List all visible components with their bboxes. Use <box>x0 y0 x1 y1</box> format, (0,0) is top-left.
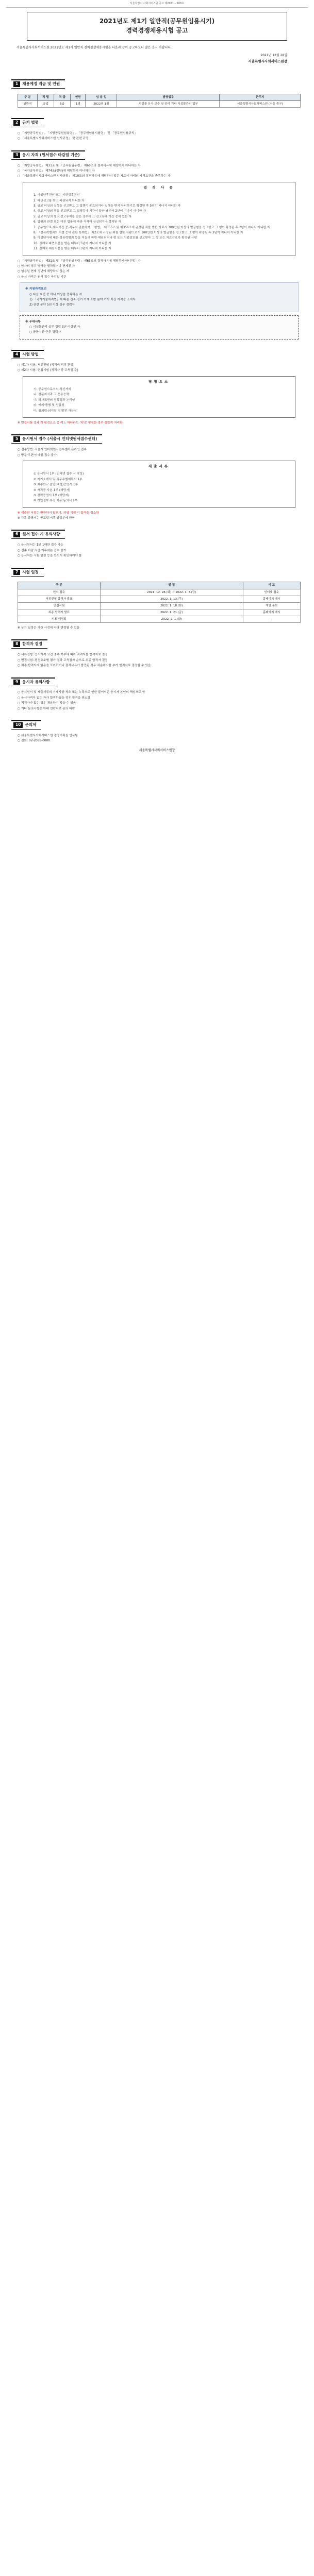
section-number: 7 <box>13 570 20 575</box>
column-header: 담당업무 <box>117 94 220 100</box>
section-title: 합격자 결정 <box>22 641 43 647</box>
documents-note: ※ 제출된 서류는 반환하지 않으며, 허위 기재 시 합격을 취소함 <box>18 511 99 515</box>
table-row <box>18 596 301 602</box>
list-item: ○ 임용일 현재 정년에 해당하지 않는 자 <box>18 270 70 274</box>
list-item: 가. 공무원으로서의 정신자세 <box>34 387 71 391</box>
box-title: 결 격 사 유 <box>143 185 175 190</box>
list-item: ○ 응시원서 및 제출서류의 기재사항 착오 또는 누락으로 인한 불이익은 응시자 본인의 책임으로 함 <box>18 691 145 694</box>
list-item: ○ 서울특별시사회서비스원 경영기획실 인사팀 <box>18 734 78 737</box>
list-item: ○ 「지방공무원법」 제31조 및 「공무원임용령」 제65조의 결격사유에 해당하지 아니하는 자 <box>18 259 141 263</box>
table-cell: 시설물 유지·보수 및 관리 기타 시설물관리 업무 <box>117 101 220 108</box>
top-line: 서울특별시 사회서비스원 공고 제2021 – 168호 <box>6 0 308 8</box>
list-item: ○ 「서울특별시사회서비스원 인사규정」 제10조의 결격사유에 해당하지 않은 자로서 아래의 자격요건을 충족하는 자 <box>18 175 171 178</box>
list-item: ② 자기소개서 및 직무수행계획서 1부 <box>34 478 82 481</box>
section-title: 문의처 <box>25 722 37 727</box>
table-cell: 2021. 12. 28.(화) ~ 2022. 1. 7.(금) <box>100 589 243 596</box>
column-header: 직 렬 <box>37 94 54 100</box>
column-header: 비 고 <box>243 582 300 589</box>
section-title: 응시원서 접수 (서울시 인터넷원서접수센터) <box>22 436 97 442</box>
documents-note: ※ 각종 증명서는 공고일 이후 발급분에 한함 <box>18 517 75 520</box>
list-item: 1) 「국가기술자격법」에 따른 건축·전기·기계·소방 분야 기사 이상 자격증 소지자 <box>29 298 136 301</box>
title-line-2: 경력경쟁채용시험 공고 <box>126 27 188 35</box>
section-7-heading <box>11 568 44 577</box>
list-item: ○ 시설물관리 실무 경력 3년 이상인 자 <box>29 326 80 329</box>
section-number: 8 <box>13 641 20 647</box>
notice-page <box>6 0 308 753</box>
section-6-heading <box>11 530 65 539</box>
list-item: ○ 「국가공무원법」 제74조(정년)에 해당하지 아니하는 자 <box>18 170 95 173</box>
list-item: ○ 접수방법: 서울시 인터넷원서접수센터 온라인 접수 <box>18 448 87 452</box>
list-item: 3. 금고 이상의 실형을 선고받고 그 집행이 종료되거나 집행을 받지 아니하기로 확정된 후 5년이 지나지 아니한 자 <box>34 205 181 208</box>
list-item: ○ 응시 자격은 원서 접수 마감일 기준 <box>18 275 67 279</box>
list-item: ○ 서류전형: 응시자격 요건 충족 여부에 따라 적격자를 합격자로 결정 <box>18 653 108 657</box>
section-1-heading <box>11 79 65 89</box>
table-cell: 홈페이지 게시 <box>243 596 300 602</box>
requirements-title: ※ 지원자격요건 <box>25 287 47 291</box>
schedule-table <box>18 582 301 623</box>
section-title: 시험 방법 <box>22 351 39 357</box>
column-header: 구 분 <box>18 94 38 100</box>
table-cell: 2022. 1. 18.(화) <box>100 602 243 609</box>
table-cell: 5급 <box>54 101 71 108</box>
list-item: ○ 최종 합격자가 임용을 포기하거나 결격사유가 발견된 경우 차순위자를 추가 합격자로 결정할 수 있음 <box>18 664 151 668</box>
list-item: ○ 「지방공무원법」, 「지방공무원임용령」, 「공무원임용시험령」 및 「공무원임용규칙」 <box>18 132 138 135</box>
table-cell: 일반직 <box>18 101 38 108</box>
table-cell: 2022년 1월 <box>86 101 117 108</box>
column-header: 근무지 <box>220 94 301 100</box>
list-item: ○ 전화: 02-2088-0000 <box>18 739 50 743</box>
table-cell: 2022. 1. 13.(목) <box>100 596 243 602</box>
list-item: ○ 접수 마감 시간 이후에는 접수 불가 <box>18 549 67 552</box>
list-item: ○ 「지방공무원법」 제31조 및 「공무원임용령」 제65조의 결격사유에 해당하지 아니하는 자 <box>18 164 141 167</box>
list-item: 마. 창의력·의지력 및 발전 가능성 <box>34 409 77 413</box>
section-2-heading <box>11 118 44 127</box>
section-1-body <box>18 94 301 108</box>
section-number: 9 <box>13 680 20 685</box>
table-header-row <box>18 582 301 589</box>
table-cell: 인터넷 접수 <box>243 589 300 596</box>
documents-box <box>23 461 295 508</box>
issuing-organization: 서울특별시사회서비스원장 <box>248 59 287 63</box>
section-9-heading <box>11 677 55 687</box>
list-item: 10. 징계로 파면처분을 받은 때부터 5년이 지나지 아니한 자 <box>34 242 111 245</box>
table-row <box>18 616 301 622</box>
list-item: 8. 「성폭력범죄의 처벌 등에 관한 특례법」 제2조에 규정된 죄를 범한 사람으로서 100만원 이상의 벌금형을 선고받고 그 형이 확정된 후 3년이 지나지 아니한 자 <box>34 231 243 234</box>
table-cell: 개별 통보 <box>243 602 300 609</box>
positions-table <box>18 94 301 108</box>
title-line-1: 2021년도 제1기 일반직(공무원임용시기) <box>99 18 215 25</box>
table-header-row <box>18 94 301 100</box>
table-cell: 임용 예정일 <box>18 616 101 622</box>
list-item: ○ 기타 문의사항은 아래 연락처로 문의 바람 <box>18 707 75 710</box>
section-4-body <box>18 363 301 426</box>
section-title: 근거 법령 <box>22 120 39 125</box>
column-header: 직 급 <box>54 94 71 100</box>
list-item: ○ 공공기관 근무 경력자 <box>29 331 61 334</box>
list-item: 2. 파산선고를 받고 복권되지 아니한 자 <box>34 199 85 202</box>
list-item: 다. 의사표현의 정확성과 논리성 <box>34 398 75 402</box>
box-title: 평정요소 <box>148 379 170 384</box>
section-8-body <box>18 653 301 668</box>
list-item: ④ 자격증 사본 1부 (해당자) <box>34 488 71 492</box>
section-8-heading <box>11 639 47 649</box>
evaluation-box <box>23 376 295 418</box>
list-item: ⑥ 개인정보 수집·이용 동의서 1부 <box>34 499 78 503</box>
schedule-note: ※ 상기 일정은 기관 사정에 따라 변경될 수 있음 <box>18 626 80 630</box>
table-cell: - <box>243 616 300 622</box>
list-item: ① 응시원서 1부 (인터넷 접수 시 작성) <box>34 472 84 476</box>
list-item: 나. 전문지식과 그 응용능력 <box>34 393 69 397</box>
section-9-body <box>18 690 301 711</box>
table-cell: 1명 <box>71 101 86 108</box>
table-cell: 서류전형 합격자 발표 <box>18 596 101 602</box>
list-item: 라. 예의·품행 및 성실성 <box>34 404 64 408</box>
section-title: 채용예정 직급 및 인원 <box>22 81 60 87</box>
list-item: ○ 제1차 시험: 서류전형 (적격·부적격 판정) <box>18 363 75 367</box>
section-number: 10 <box>13 722 23 728</box>
table-row <box>18 609 301 616</box>
table-cell: 최종 합격자 발표 <box>18 609 101 616</box>
table-cell: 공업 <box>37 101 54 108</box>
table-cell: 원서 접수 <box>18 589 101 596</box>
table-cell: 2022. 2. 1.(화) <box>100 616 243 622</box>
list-item: ○ 남자의 경우 병역을 필하였거나 면제된 자 <box>18 264 75 268</box>
section-4-heading <box>11 350 44 359</box>
section-number: 1 <box>13 81 20 87</box>
interview-note: ※ 면접시험 결과 각 평정요소 중 어느 하나라도 '하'로 평정한 경우 불합격 처리함 <box>18 421 123 425</box>
table-cell: 서울특별시사회서비스원 (서울 중구) <box>220 101 301 108</box>
list-item: ○ 방문·우편·이메일 접수 불가 <box>18 453 57 457</box>
list-item: ⑤ 경력증명서 1부 (해당자) <box>34 494 70 497</box>
section-3-heading <box>11 150 85 160</box>
section-2-body <box>18 131 301 141</box>
list-item: 11. 징계로 해임처분을 받은 때부터 3년이 지나지 아니한 자 <box>34 247 111 251</box>
section-10-heading <box>11 720 41 730</box>
list-item: 7. 공무원으로 재직기간 중 직무와 관련하여 「형법」 제355조 및 제356조에 규정된 죄를 범한 자로서 300만원 이상의 벌금형을 선고받고 그 형이 확정된 후 2년이 지나지 아니한 자 <box>34 226 270 229</box>
intro-text: 서울특별시사회서비스원 2021년도 제1기 일반직 경력경쟁채용시험을 다음과 같이 공고하오니 많은 응시 바랍니다. <box>16 46 172 50</box>
section-title: 시험 일정 <box>22 569 39 574</box>
preference-title: ※ 우대사항 <box>25 320 41 324</box>
list-item: ○ 「서울특별시사회서비스원 인사규정」 및 관련 규정 <box>18 137 89 141</box>
title-box <box>27 12 287 41</box>
requirements-box <box>20 282 299 312</box>
column-header: 구 분 <box>18 582 101 589</box>
table-row <box>18 101 301 108</box>
section-3-body <box>18 164 301 340</box>
table-cell: 2022. 1. 21.(금) <box>100 609 243 616</box>
list-item: 5. 금고 이상의 형의 선고유예를 받은 경우에 그 선고유예 기간 중에 있는 자 <box>34 215 132 218</box>
table-cell: 홈페이지 게시 <box>243 609 300 616</box>
section-number: 5 <box>13 436 20 442</box>
list-item: ○ 응시자격이 없는 자가 합격하였을 경우 합격을 취소함 <box>18 696 91 700</box>
table-row <box>18 602 301 609</box>
section-5-body <box>18 448 301 520</box>
box-title: 제출서류 <box>148 464 170 468</box>
column-header: 일 정 <box>100 582 243 589</box>
disqualification-box <box>23 182 295 256</box>
column-header: 인원 <box>71 94 86 100</box>
list-item: ○ 응시원서는 1인 1매만 접수 가능 <box>18 544 63 547</box>
list-item: 2) 관련 분야 5년 이상 실무 경력자 <box>29 303 75 307</box>
section-6-body <box>18 543 301 558</box>
list-item: 4. 금고 이상의 형을 선고받고 그 집행유예 기간이 끝난 날부터 2년이 지나지 아니한 자 <box>34 210 146 213</box>
section-title: 응시 자격 (원서접수 마감일 기준) <box>22 152 80 157</box>
section-number: 3 <box>13 152 20 158</box>
section-7-body <box>18 582 301 630</box>
list-item: ○ 다음 요건 중 하나 이상을 충족하는 자 <box>29 293 82 296</box>
list-item: ○ 적격자가 없는 경우 채용하지 않을 수 있음 <box>18 702 76 705</box>
section-number: 2 <box>13 120 20 126</box>
list-item: ○ 면접시험: 평정요소별 평가 결과 고득점자 순으로 최종 합격자 결정 <box>18 658 108 662</box>
notice-date: 2021년 12월 28일 <box>260 53 287 57</box>
list-item: 1. 피성년후견인 또는 피한정후견인 <box>34 194 80 197</box>
table-row <box>18 589 301 596</box>
section-title: 응시자 유의사항 <box>22 679 50 684</box>
preference-box <box>20 315 299 340</box>
section-10-body <box>18 734 301 743</box>
list-item: ○ 응시자는 시험 일정 등을 반드시 확인하여야 함 <box>18 554 82 558</box>
section-number: 4 <box>13 352 20 358</box>
column-header: 임 용 일 <box>86 94 117 100</box>
table-cell: 면접시험 <box>18 602 101 609</box>
list-item: ③ 최종학교 졸업(예정)증명서 1부 <box>34 483 78 487</box>
section-number: 6 <box>13 532 20 537</box>
footer-signature: 서울특별시사회서비스원장 <box>139 748 175 752</box>
section-5-heading <box>11 434 102 444</box>
list-item: 9. 미성년자에 대한 성폭력범죄 등을 저질러 파면·해임되거나 형 또는 치료감호를 선고받아 그 형 또는 치료감호가 확정된 사람 <box>34 236 197 240</box>
list-item: ○ 제2차 시험: 면접시험 (적격자 중 고득점 순) <box>18 369 78 372</box>
section-title: 원서 접수 시 유의사항 <box>22 532 60 537</box>
list-item: 6. 법원의 판결 또는 다른 법률에 따라 자격이 상실되거나 정지된 자 <box>34 221 121 224</box>
